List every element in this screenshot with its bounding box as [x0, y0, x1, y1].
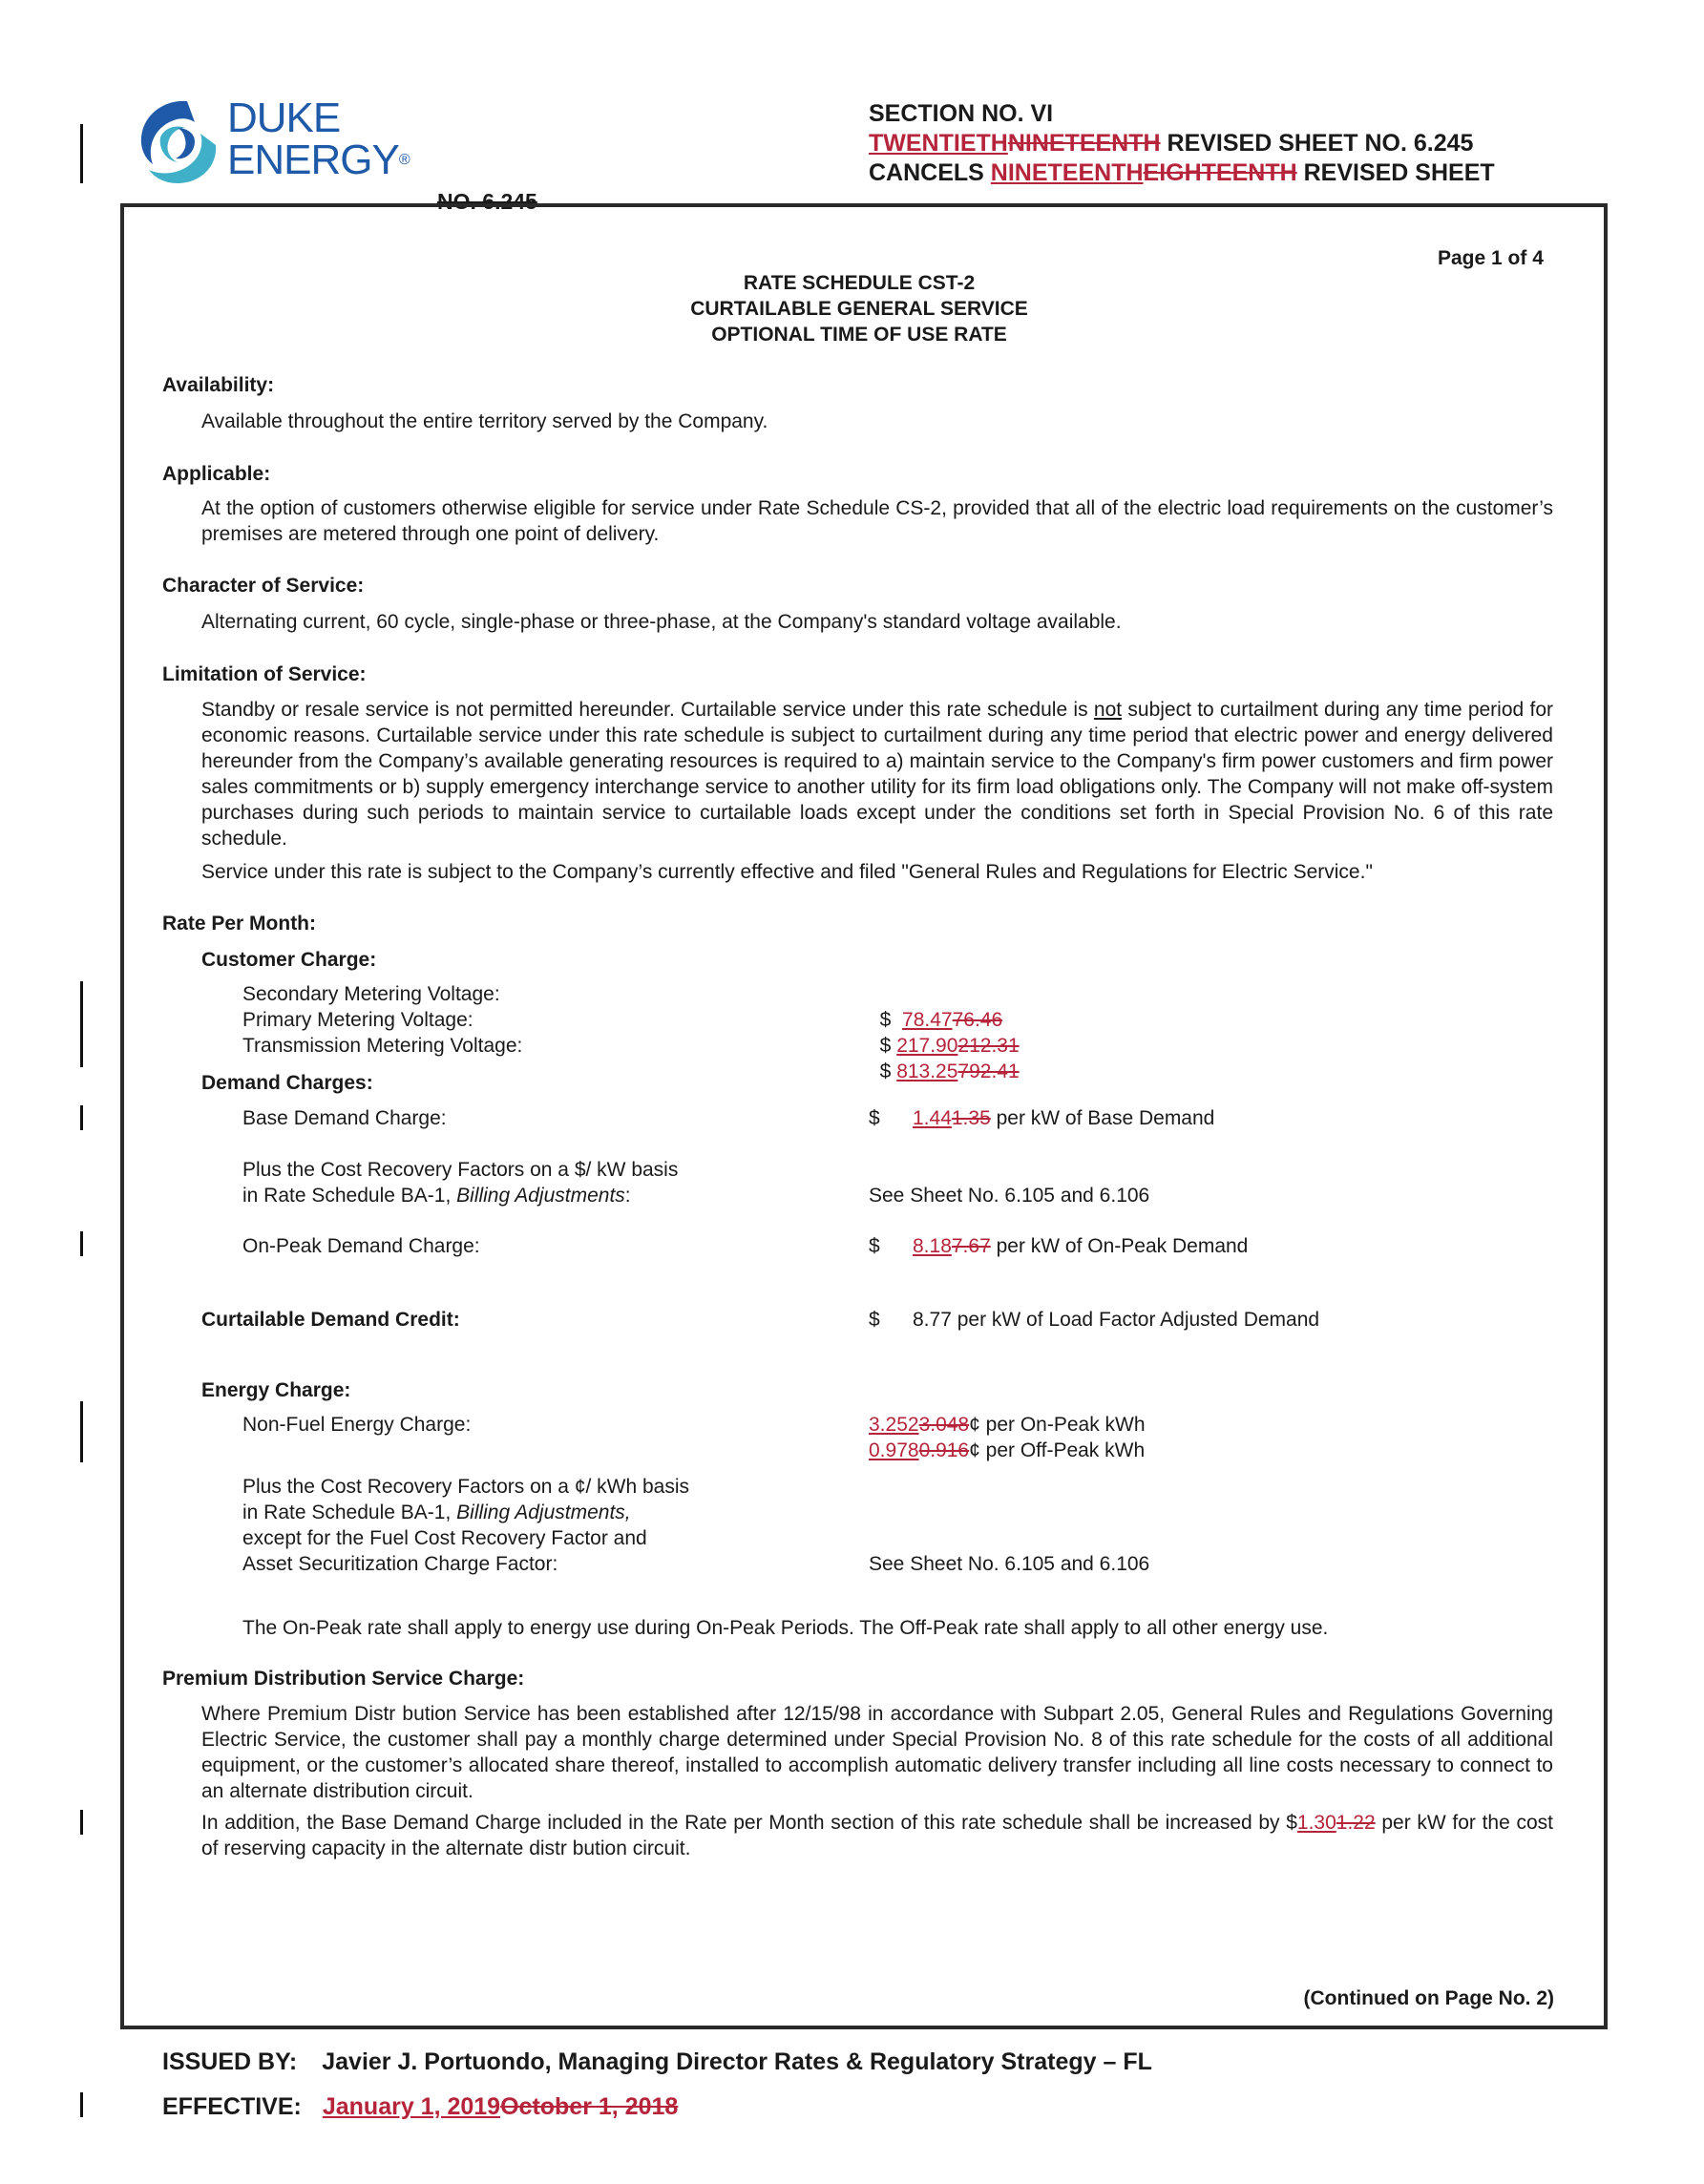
- change-bar: [80, 1401, 83, 1462]
- curtailable-credit-value: 8.77 per kW of Load Factor Adjusted Demand: [913, 1309, 1320, 1331]
- non-fuel-energy-label: Non-Fuel Energy Charge:: [242, 1414, 472, 1436]
- customer-charge-value: $ 813.25792.41: [879, 1060, 1020, 1082]
- applicable-text: At the option of customers otherwise eligible for service under Rate Schedule CS-2, provided that all of the electric load requirements on the customer’s premises are metered through one point of delivery.: [201, 497, 1553, 545]
- customer-charge-label: Secondary Metering Voltage:: [242, 983, 500, 1005]
- demand-cost-recovery-text-2: in Rate Schedule BA-1, Billing Adjustments:: [242, 1185, 631, 1207]
- on-peak-demand-value: 8.187.67 per kW of On-Peak Demand: [913, 1235, 1249, 1257]
- effective-line: EFFECTIVE: January 1, 2019October 1, 2018: [162, 2093, 679, 2120]
- deleted-sheet-number: NO. 6.245: [437, 189, 537, 214]
- base-demand-currency: $: [869, 1107, 880, 1129]
- rate-heading: Rate Per Month:: [162, 913, 317, 934]
- availability-text: Available throughout the entire territory served by the Company.: [201, 410, 768, 432]
- premium-paragraph: Where Premium Distr bution Service has been established after 12/15/98 in accordance with Subpart 2.05, General Rules and Regulations Governing Electric Service, the customer shall pay a monthly charge determined under Special Provision No. 8 of this rate schedule for the costs of all additional equipment, or the customer’s allocated share thereof, installed to accomplish automatic delivery transfer including all line costs necessary to connect to an alternate distribution circuit.: [201, 1703, 1553, 1802]
- page-number: Page 1 of 4: [1438, 247, 1544, 269]
- schedule-subtitle-2: OPTIONAL TIME OF USE RATE: [711, 324, 1007, 346]
- demand-cost-recovery-text: Plus the Cost Recovery Factors on a $/ kW basis: [242, 1159, 679, 1181]
- section-number: SECTION NO. VI: [869, 100, 1054, 127]
- change-bar: [80, 2092, 83, 2117]
- energy-charge-heading: Energy Charge:: [201, 1379, 351, 1401]
- on-off-peak-note: The On-Peak rate shall apply to energy use during On-Peak Periods. The Off-Peak rate shall apply to all other energy use.: [242, 1617, 1329, 1639]
- limitation-heading: Limitation of Service:: [162, 663, 367, 685]
- change-bar: [80, 1231, 83, 1256]
- energy-cost-recovery-ref: See Sheet No. 6.105 and 6.106: [869, 1553, 1150, 1575]
- curtailable-credit-currency: $: [869, 1309, 880, 1331]
- premium-heading: Premium Distribution Service Charge:: [162, 1668, 525, 1690]
- availability-heading: Availability:: [162, 374, 275, 396]
- limitation-paragraph-2: Service under this rate is subject to the Company’s currently effective and filed "General Rules and Regulations for Electric Service.": [201, 861, 1373, 883]
- duke-energy-logo: [132, 95, 418, 191]
- on-peak-energy-value: 3.2523.048¢ per On-Peak kWh: [869, 1414, 1146, 1436]
- schedule-subtitle: CURTAILABLE GENERAL SERVICE: [690, 298, 1028, 320]
- demand-cost-recovery-ref: See Sheet No. 6.105 and 6.106: [869, 1185, 1150, 1207]
- customer-charge-label: Transmission Metering Voltage:: [242, 1035, 523, 1057]
- energy-cost-recovery-text-4: Asset Securitization Charge Factor:: [242, 1553, 558, 1575]
- cancels-sheet-line: CANCELS NINETEENTHEIGHTEENTH REVISED SHEET: [869, 159, 1495, 186]
- customer-charge-label: Primary Metering Voltage:: [242, 1009, 473, 1031]
- change-bar: [80, 981, 83, 1067]
- change-bar: [80, 124, 83, 183]
- limitation-paragraph: Standby or resale service is not permitted hereunder. Curtailable service under this rate schedule is not subject to curtailment during any time period for economic reasons. Curtailable service under this rate schedule is subject to curtailment during any time period that electric power and energy delivered hereunder from the Company’s available generating resources is required to a) maintain service to the Company's firm power customers and firm power sales commitments or b) supply emergency interchange service to another utility for its firm load obligations only. The Company will not make off-system purchases during such periods to maintain service to curtailable loads except under the conditions set forth in Special Provision No. 6 of this rate schedule.: [201, 699, 1553, 850]
- demand-charges-heading: Demand Charges:: [201, 1072, 373, 1094]
- energy-cost-recovery-text-3: except for the Fuel Cost Recovery Factor and: [242, 1527, 647, 1549]
- logo-swirl-icon: [132, 95, 223, 187]
- base-demand-label: Base Demand Charge:: [242, 1107, 447, 1129]
- customer-charge-value: $ 217.90212.31: [879, 1035, 1020, 1057]
- customer-charge-heading: Customer Charge:: [201, 949, 377, 971]
- on-peak-demand-label: On-Peak Demand Charge:: [242, 1235, 480, 1257]
- character-text: Alternating current, 60 cycle, single-phase or three-phase, at the Company's standard voltage available.: [201, 611, 1122, 633]
- base-demand-value: 1.441.35 per kW of Base Demand: [913, 1107, 1215, 1129]
- applicable-heading: Applicable:: [162, 463, 271, 485]
- issued-by-line: ISSUED BY: Javier J. Portuondo, Managing Director Rates & Regulatory Strategy – FL: [162, 2048, 1152, 2075]
- on-peak-demand-currency: $: [869, 1235, 880, 1257]
- off-peak-energy-value: 0.9780.916¢ per Off-Peak kWh: [869, 1439, 1146, 1461]
- change-bar: [80, 1810, 83, 1835]
- premium-paragraph-2: In addition, the Base Demand Charge included in the Rate per Month section of this rate schedule shall be increased by $1.301.22 per kW for the cost of reserving capacity in the alternate distr bution circuit.: [201, 1812, 1553, 1859]
- continued-note: (Continued on Page No. 2): [1303, 1987, 1554, 2009]
- change-bar: [80, 1105, 83, 1130]
- curtailable-credit-label: Curtailable Demand Credit:: [201, 1309, 460, 1331]
- energy-cost-recovery-text: Plus the Cost Recovery Factors on a ¢/ kWh basis: [242, 1476, 690, 1498]
- schedule-title: RATE SCHEDULE CST-2: [743, 272, 976, 294]
- logo-word-duke: DUKE: [227, 94, 341, 141]
- revised-sheet-line: TWENTIETHNINETEENTH REVISED SHEET NO. 6.245: [869, 130, 1474, 157]
- customer-charge-value: $ 78.4776.46: [879, 1009, 1003, 1031]
- character-heading: Character of Service:: [162, 575, 365, 597]
- energy-cost-recovery-text-2: in Rate Schedule BA-1, Billing Adjustments,: [242, 1502, 631, 1523]
- logo-word-energy: ENERGY®: [227, 136, 410, 183]
